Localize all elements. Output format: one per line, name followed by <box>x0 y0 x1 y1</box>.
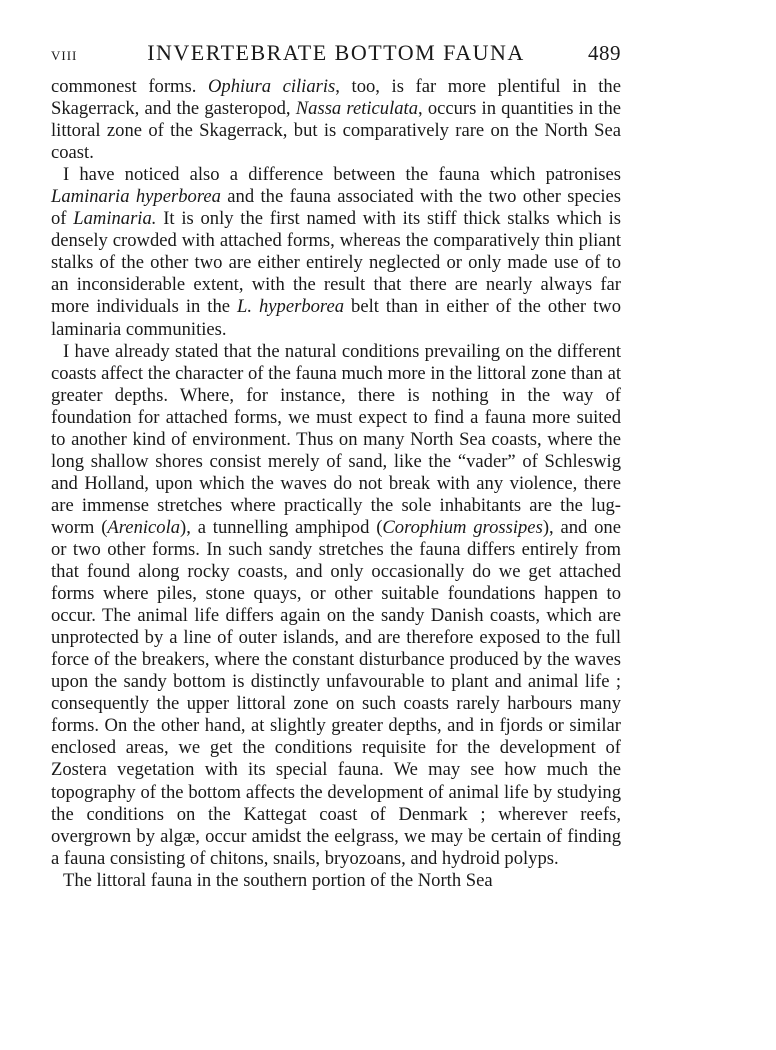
text-run: commonest forms. <box>51 76 208 97</box>
text-run: and the fauna associated with the two other species of <box>51 186 621 230</box>
paragraph <box>51 341 621 870</box>
text-run: ), and one or two other forms. In such sandy stretches the fauna differs entirely from that found along rocky coasts, and only occasionally do we get attached forms where piles, stone quays, or other suitable foundations happen to occur. The animal life differs again on the sandy Danish coasts, which are unprotected by a line of outer islands, and are therefore exposed to the full force of the breakers, where the constant disturbance produced by the waves upon the sandy bottom is distinctly unfavourable to plant and animal life ; consequently the upper littoral zone on such coasts rarely harbours many forms. On the other hand, at slightly greater depths, and in fjords or similar enclosed areas, we get the conditions requisite for the development of Zostera vegetation with its special fauna. We may see how much the topography of the bottom affects the development of animal life by studying the conditions on the Kattegat coast of Denmark ; wherever reefs, overgrown by algæ, occur amidst the eelgrass, we may be certain of finding a fauna consisting of chitons, snails, bryozoans, and hydroid polyps. <box>51 516 621 869</box>
text-run: The littoral fauna in the southern portion of the North Sea <box>63 869 493 891</box>
italic-term: Corophium grossipes <box>382 516 543 538</box>
text-run: , occurs in quantities in the littoral zone of the Skagerrack, but is comparatively rare on the North Sea coast. <box>51 98 621 164</box>
italic-term: Laminaria. <box>73 208 157 230</box>
italic-term: Arenicola <box>107 516 181 538</box>
italic-term: Ophiura ciliaris <box>207 76 336 97</box>
book-page <box>51 40 621 892</box>
chapter-number: VIII <box>51 48 78 63</box>
text-run: I have noticed also a difference between the fauna which patronises <box>63 164 621 186</box>
text-run: , too, is far more plentiful in the Skagerrack, and the gasteropod, <box>51 76 621 120</box>
text-run: I have already stated that the natural conditions prevailing on the different coasts affect the character of the fauna much more in the littoral zone than at greater depths. Where, for instance, there is nothing in the way of foundation for attached forms, we must expect to find a fauna more suited to another kind of environment. Thus on many North Sea coasts, where the long shallow shores consist merely of sand, like the “vader” of Schleswig and Holland, upon which the waves do not break with any violence, there are immense stretches where practically the sole inhabitants are the lug-worm ( <box>51 340 621 538</box>
text-run: belt than in either of the other two laminaria communities. <box>51 296 621 340</box>
paragraph <box>51 164 621 340</box>
running-title: INVERTEBRATE BOTTOM FAUNA <box>147 40 525 65</box>
text-run: It is only the first named with its stiff thick stalks which is densely crowded with attached forms, whereas the comparatively thin pliant stalks of the other two are either entirely neglected or only made use of to an inconsiderable extent, with the result that there are nearly always far more individuals in the <box>51 208 621 318</box>
paragraph <box>51 76 621 164</box>
text-run: ), a tunnelling amphipod ( <box>180 516 383 538</box>
italic-term: Nassa reticulata <box>295 98 419 120</box>
italic-term: L. hyperborea <box>237 296 345 318</box>
italic-term: Laminaria hyperborea <box>51 186 221 208</box>
body-text <box>51 76 621 892</box>
page-number: 489 <box>588 41 621 65</box>
running-head <box>51 40 621 70</box>
paragraph <box>51 870 621 892</box>
